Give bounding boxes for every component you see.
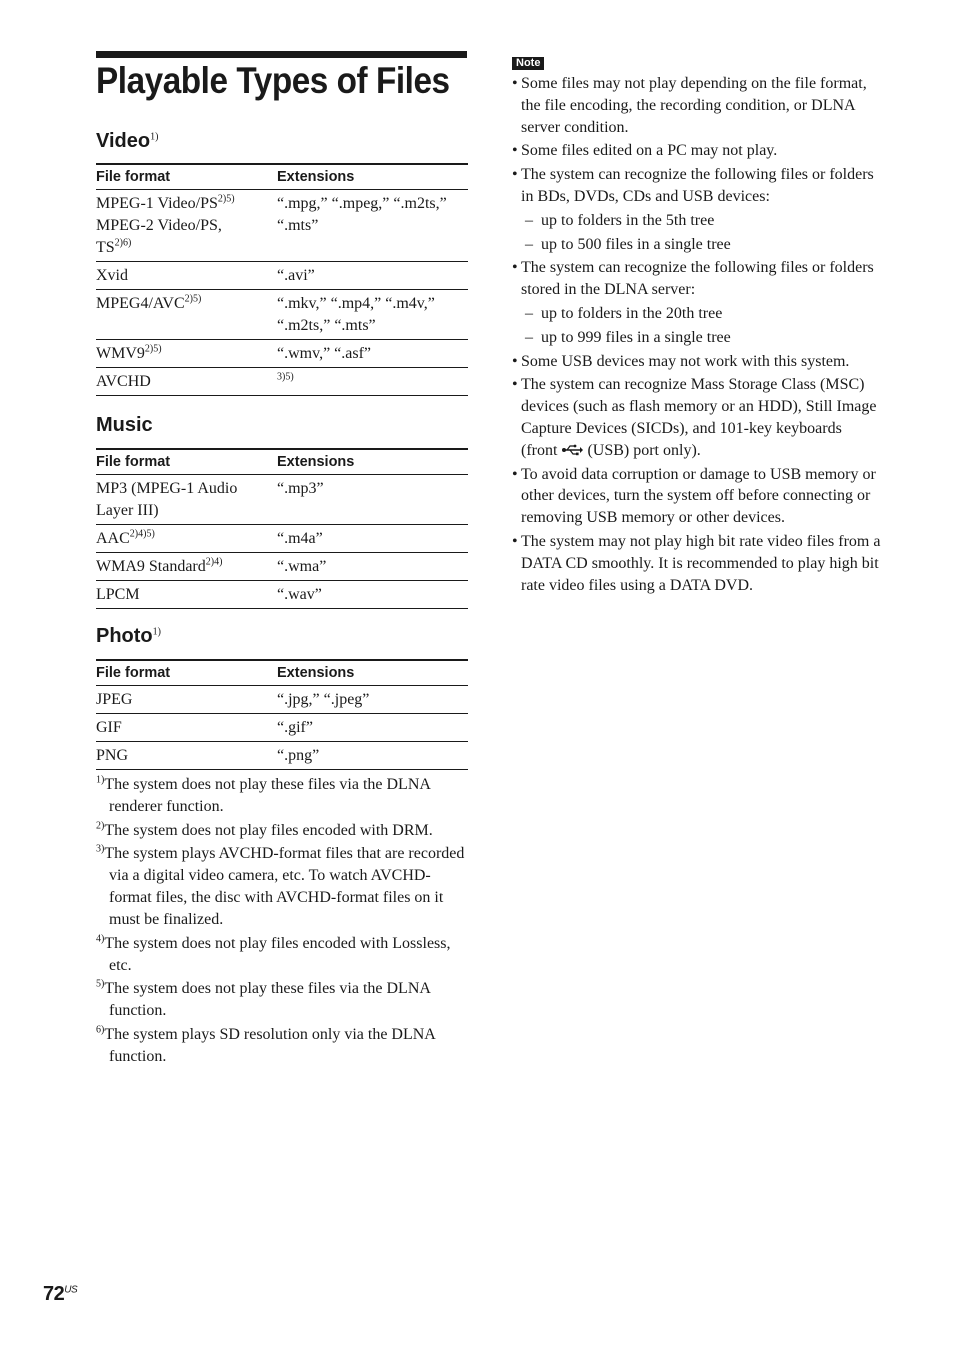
extensions-text: “.avi” [277, 267, 315, 284]
file-format-text: AVCHD [96, 373, 151, 390]
extensions-cell [277, 525, 468, 553]
photo-section-title [96, 624, 161, 648]
footnote-item [96, 933, 468, 977]
extensions-text: “.gif” [277, 719, 313, 736]
title-rule [96, 51, 467, 58]
footnote-mark: 3) [96, 843, 105, 855]
footnote-ref: 2)6) [114, 237, 132, 249]
table-row [96, 525, 468, 553]
extensions-line [277, 371, 468, 393]
file-format-text: TS [96, 239, 115, 256]
extensions-cell [277, 475, 468, 525]
footnote-text: The system does not play these files via the DLNA renderer function. [104, 776, 431, 815]
file-format-cell [96, 686, 277, 714]
col-header-file-format: File format [96, 660, 277, 686]
note-item [512, 531, 882, 596]
note-badge: Note [512, 57, 544, 70]
notes-list [512, 73, 882, 598]
note-item [512, 464, 882, 529]
table-row [96, 340, 468, 368]
music-format-table [96, 448, 468, 609]
table-row [96, 686, 468, 714]
file-format-text: Layer III) [96, 502, 159, 519]
music-section-title [96, 413, 153, 437]
extensions-line [277, 215, 468, 237]
extensions-text: “.mkv,” “.mp4,” “.m4v,” [277, 295, 435, 312]
note-sublist [521, 210, 882, 256]
page-title: Playable Types of Files [96, 60, 450, 101]
footnote-ref: 3)5) [277, 371, 294, 383]
file-format-cell [96, 262, 277, 290]
file-format-text: Xvid [96, 267, 128, 284]
col-header-extensions: Extensions [277, 660, 468, 686]
file-format-cell [96, 290, 277, 340]
music-title-text: Music [96, 414, 153, 436]
footnote-text: The system does not play files encoded with DRM. [104, 821, 433, 839]
file-format-line [96, 528, 277, 550]
footnote-mark: 1) [96, 774, 105, 786]
footnote-ref: 2)4)5) [129, 528, 155, 540]
extensions-cell [277, 742, 468, 770]
note-text: Some files may not play depending on the file format, the file encoding, the recording condition, or DLNA server condition. [521, 75, 867, 136]
file-format-text: MP3 (MPEG-1 Audio [96, 480, 238, 497]
file-format-line [96, 237, 277, 259]
footnote-item [96, 1024, 468, 1068]
footnote-ref: 2)5) [144, 343, 162, 355]
table-row [96, 290, 468, 340]
note-item [512, 374, 882, 461]
extensions-line [277, 478, 468, 500]
col-header-file-format: File format [96, 164, 277, 190]
footnote-text: The system does not play files encoded with Lossless, etc. [104, 934, 451, 974]
extensions-text: “.mp3” [277, 480, 324, 497]
file-format-line [96, 371, 277, 393]
photo-title-text: Photo [96, 625, 153, 647]
file-format-cell [96, 475, 277, 525]
file-format-text: GIF [96, 719, 122, 736]
footnote-text: The system plays AVCHD-format files that are recorded via a digital video camera, etc. To watch AVCHD-format files, the disc with AVCHD-format files on it must be finalized. [104, 845, 465, 928]
extensions-text: “.png” [277, 747, 320, 764]
file-format-text: AAC [96, 530, 130, 547]
footnote-item [96, 820, 468, 842]
page-number [43, 1283, 77, 1306]
note-sublist [521, 303, 882, 349]
footnote-mark: 5) [96, 978, 105, 990]
file-format-line [96, 745, 277, 767]
footnote-item [96, 978, 468, 1022]
note-text: To avoid data corruption or damage to USB memory or other devices, turn the system off before connecting or removing USB memory or other devices. [521, 465, 876, 527]
extensions-text: “.wma” [277, 558, 327, 575]
video-section-title [96, 129, 158, 153]
extensions-line [277, 556, 468, 578]
file-format-cell [96, 525, 277, 553]
file-format-line [96, 717, 277, 739]
file-format-line [96, 478, 277, 500]
file-format-cell [96, 714, 277, 742]
note-item [512, 164, 882, 255]
table-row [96, 368, 468, 396]
note-subitem: – up to 999 files in a single tree [521, 327, 882, 349]
table-header-row [96, 449, 468, 475]
file-format-text: MPEG-1 Video/PS [96, 195, 218, 212]
note-item [512, 140, 882, 162]
extensions-cell [277, 368, 468, 396]
file-format-cell [96, 368, 277, 396]
extensions-text: “.m2ts,” “.mts” [277, 317, 376, 334]
extensions-cell [277, 340, 468, 368]
note-text-after: (USB) port only). [587, 441, 701, 459]
file-format-cell [96, 581, 277, 609]
file-format-text: MPEG-2 Video/PS, [96, 217, 222, 234]
extensions-text: “.mpg,” “.mpeg,” “.m2ts,” [277, 195, 447, 212]
file-format-cell [96, 553, 277, 581]
note-text: The system can recognize the following files or folders stored in the DLNA server: [521, 259, 874, 299]
table-row [96, 475, 468, 525]
extensions-line [277, 315, 468, 337]
extensions-cell [277, 553, 468, 581]
footnotes-list [96, 774, 468, 1069]
file-format-text: PNG [96, 747, 129, 764]
photo-title-footnote-mark: 1) [152, 626, 161, 638]
file-format-line [96, 193, 277, 215]
extensions-cell [277, 581, 468, 609]
table-row [96, 553, 468, 581]
footnote-ref: 2)5) [184, 293, 202, 305]
note-text: Some USB devices may not work with this system. [521, 352, 850, 370]
note-subitem: – up to 500 files in a single tree [521, 234, 882, 256]
file-format-cell [96, 190, 277, 262]
note-subitem: – up to folders in the 5th tree [521, 210, 882, 232]
extensions-text: “.m4a” [277, 530, 323, 547]
note-text: The system can recognize Mass Storage Class (MSC) devices (such as flash memory or an HDD), Still Image Capture Devices (SICDs), and 101-key keyboards (front [521, 376, 877, 459]
footnote-item [96, 774, 468, 818]
footnote-mark: 6) [96, 1024, 105, 1036]
extensions-line [277, 265, 468, 287]
note-item [512, 257, 882, 348]
note-subitem: – up to folders in the 20th tree [521, 303, 882, 325]
extensions-line [277, 745, 468, 767]
file-format-line [96, 584, 277, 606]
file-format-line [96, 556, 277, 578]
usb-icon [561, 441, 583, 453]
file-format-line [96, 343, 277, 365]
extensions-line [277, 689, 468, 711]
footnote-item [96, 843, 468, 931]
footnote-mark: 4) [96, 933, 105, 945]
file-format-text: WMA9 Standard [96, 558, 206, 575]
file-format-text: MPEG4/AVC [96, 295, 185, 312]
table-row [96, 714, 468, 742]
footnote-mark: 2) [96, 820, 105, 832]
extensions-line [277, 293, 468, 315]
file-format-line [96, 293, 277, 315]
table-header-row [96, 164, 468, 190]
extensions-cell [277, 190, 468, 262]
file-format-cell [96, 340, 277, 368]
file-format-line [96, 500, 277, 522]
note-text: Some files edited on a PC may not play. [521, 142, 778, 160]
extensions-text: “.jpg,” “.jpeg” [277, 691, 370, 708]
file-format-text: WMV9 [96, 345, 145, 362]
note-text: The system may not play high bit rate video files from a DATA CD smoothly. It is recommended to play high bit rate video files using a DATA DVD. [521, 532, 881, 594]
extensions-cell [277, 714, 468, 742]
extensions-text: “.wav” [277, 586, 322, 603]
file-format-text: JPEG [96, 691, 133, 708]
video-title-text: Video [96, 130, 151, 152]
page-number-value: 72 [43, 1283, 65, 1305]
table-header-row [96, 660, 468, 686]
table-row [96, 262, 468, 290]
table-row [96, 742, 468, 770]
file-format-text: LPCM [96, 586, 140, 603]
col-header-extensions: Extensions [277, 164, 468, 190]
footnote-text: The system plays SD resolution only via the DLNA function. [104, 1025, 435, 1065]
extensions-line [277, 528, 468, 550]
col-header-file-format: File format [96, 449, 277, 475]
extensions-cell [277, 290, 468, 340]
file-format-line [96, 689, 277, 711]
table-row [96, 581, 468, 609]
extensions-line [277, 584, 468, 606]
extensions-line [277, 717, 468, 739]
footnote-ref: 2)4) [205, 556, 223, 568]
extensions-cell [277, 262, 468, 290]
file-format-cell [96, 742, 277, 770]
col-header-extensions: Extensions [277, 449, 468, 475]
extensions-cell [277, 686, 468, 714]
extensions-text: “.wmv,” “.asf” [277, 345, 372, 362]
file-format-line [96, 265, 277, 287]
note-item [512, 73, 882, 138]
footnote-ref: 2)5) [217, 193, 235, 205]
page-region: US [64, 1284, 78, 1296]
video-format-table [96, 163, 468, 396]
extensions-line [277, 343, 468, 365]
table-row [96, 190, 468, 262]
video-title-footnote-mark: 1) [150, 131, 159, 143]
extensions-line [277, 193, 468, 215]
note-text: The system can recognize the following files or folders in BDs, DVDs, CDs and USB devices: [521, 166, 874, 205]
note-item [512, 351, 882, 373]
extensions-text: “.mts” [277, 217, 319, 234]
file-format-line [96, 215, 277, 237]
photo-format-table [96, 659, 468, 770]
footnote-text: The system does not play these files via the DLNA function. [104, 980, 431, 1019]
